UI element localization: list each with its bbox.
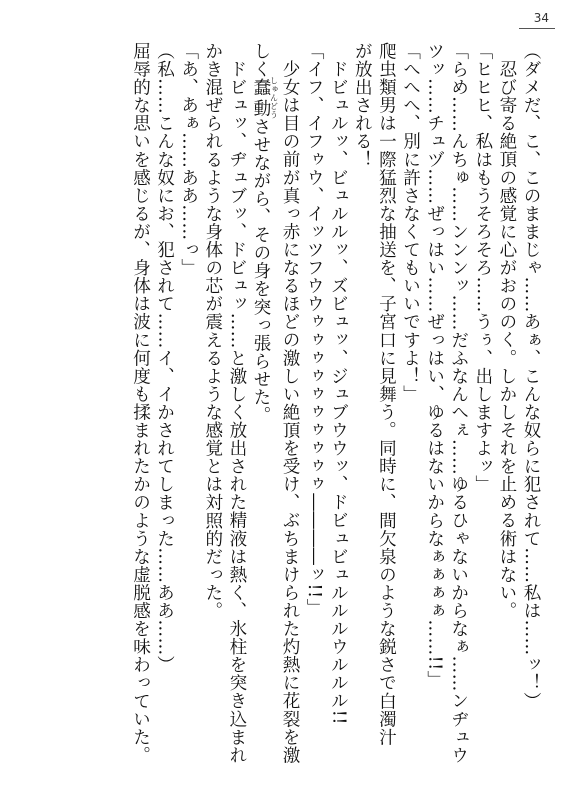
text-line: 爬虫類男は一際猛烈な抽送を、子宮口に見舞う。同時に、間欠泉のような鋭さで白濁汁 [376, 42, 397, 746]
text-line: 忍び寄る絶頂の感覚に心がおののく。しかしそれを止める術はない。 [496, 59, 517, 620]
ruby-base: 蠢動 [250, 76, 271, 119]
text-line: しく蠢動しゅんどうさせながら、その身を突っ張らせた。 [250, 42, 279, 425]
text-line: かき混ぜられるような身体の芯が震えるような感覚とは対照的だった。 [202, 42, 223, 620]
ruby-annotation [250, 76, 279, 119]
text-line: が放出される！ [352, 42, 373, 169]
text-line: （私……こんな奴にお、犯されて……イ、イかされてしまった……ああ……） [154, 42, 175, 674]
text-line: （ダメだ、こ、このままじゃ……あぁ、こんな奴らに犯されて……私は……ッ！） [521, 42, 541, 710]
text-line: 「あ、あぁ……ああ……っ」 [178, 42, 199, 277]
text-line: 屈辱的な思いを感じるが、身体は波に何度も揉まれたかのような虚脱感を味わっていた。 [130, 42, 151, 764]
text-line: 「イフ、イフゥウ、イッツフウウゥゥゥゥゥゥゥゥゥゥ――――ッ!!」 [304, 42, 325, 617]
text-line: ドビュッ、ヂュブッ、ドビュッ……と激しく放出された精液は熱く、氷柱を突き込まれ [226, 59, 247, 764]
page-number-rule [519, 28, 555, 29]
vertical-text-block [43, 42, 543, 772]
ruby-reading: しゅんどう [269, 76, 279, 119]
text-line: 少女は目の前が真っ赤になるほどの激しい絶頂を受け、ぶちまけられた灼熱に花裂を激 [280, 59, 301, 764]
text-line: 「ヒヒヒ、私はもうそろそろ……うぅ、出しますよッ」 [472, 42, 493, 494]
text-line: ドビュルッ、ビュルルッ、ズビュッ、ジュブウウッ、ドビュビュルルルウルルル!! [328, 59, 349, 725]
text-line: 「らめ……んちゅ……ンンンッ……だふなんへぇ……ゆるひゃないからなぁ……ンヂュウ [448, 42, 469, 764]
text-line: ツッ……チュヅ……ぜっはい……ぜっはい、ゆるはないからなぁぁぁぁ……!!」 [424, 42, 445, 689]
text-line: 「へへへ、別に許さなくてもいいですよ！」 [400, 42, 421, 403]
page-number: 34 [533, 11, 549, 25]
